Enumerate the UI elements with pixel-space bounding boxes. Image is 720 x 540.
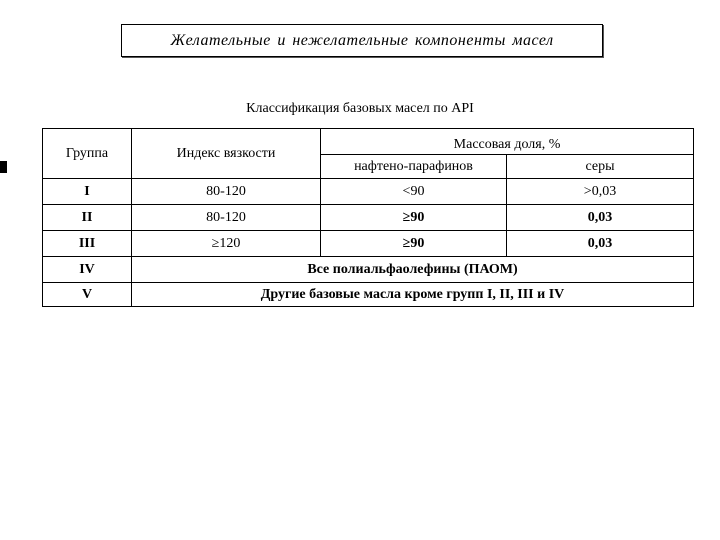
cell-description: Другие базовые масла кроме групп I, II, III и IV xyxy=(132,283,694,307)
cell-group: II xyxy=(43,205,132,231)
cell-viscosity-index: ≥120 xyxy=(132,231,321,257)
square-bullet-icon xyxy=(0,161,7,173)
header-group: Группа xyxy=(43,129,132,179)
cell-sulfur: >0,03 xyxy=(507,179,694,205)
table-row xyxy=(43,179,694,205)
table-row xyxy=(43,257,694,283)
header-sulfur: серы xyxy=(507,155,694,179)
table-caption: Классификация базовых масел по API xyxy=(246,101,474,116)
cell-naphtheno: <90 xyxy=(321,179,507,205)
table-row xyxy=(43,283,694,307)
cell-sulfur: 0,03 xyxy=(507,231,694,257)
cell-naphtheno: ≥90 xyxy=(321,205,507,231)
table-row xyxy=(43,205,694,231)
cell-group: IV xyxy=(43,257,132,283)
slide-title: Желательные и нежелательные компоненты масел xyxy=(170,31,554,49)
cell-group: III xyxy=(43,231,132,257)
cell-naphtheno: ≥90 xyxy=(321,231,507,257)
header-mass-fraction: Массовая доля, % xyxy=(321,129,694,155)
cell-group: I xyxy=(43,179,132,205)
cell-sulfur: 0,03 xyxy=(507,205,694,231)
cell-viscosity-index: 80-120 xyxy=(132,205,321,231)
table-row xyxy=(43,231,694,257)
header-naphtheno-paraffins: нафтено-парафинов xyxy=(321,155,507,179)
cell-description: Все полиальфаолефины (ПАОМ) xyxy=(132,257,694,283)
header-row-1 xyxy=(43,129,694,155)
cell-group: V xyxy=(43,283,132,307)
header-viscosity-index: Индекс вязкости xyxy=(132,129,321,179)
api-classification-table xyxy=(42,128,694,307)
slide-title-box xyxy=(121,24,603,57)
cell-viscosity-index: 80-120 xyxy=(132,179,321,205)
